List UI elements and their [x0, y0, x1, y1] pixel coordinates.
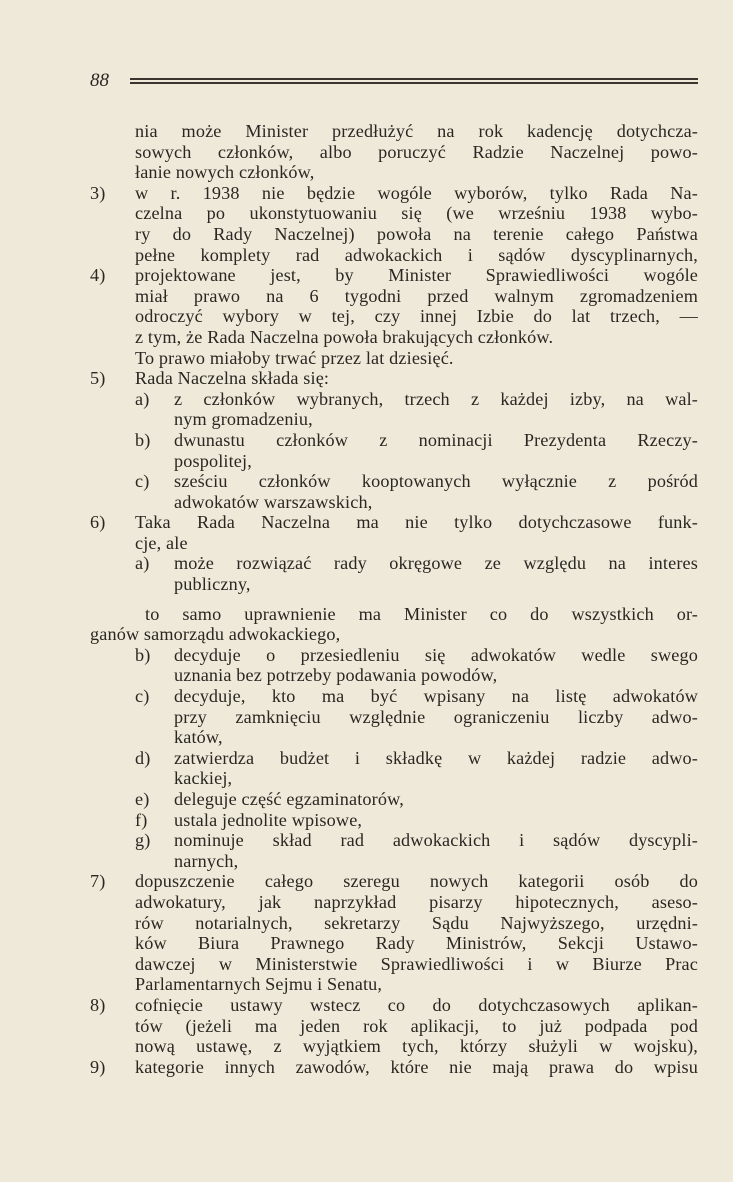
text-line — [90, 512, 698, 533]
line-text: adwokatury, jak naprzykład pisarzy hipotecznych, aseso- — [135, 891, 698, 912]
line-text: decyduje o przesiedleniu się adwokatów wedle swego — [174, 644, 698, 665]
body-text — [90, 121, 698, 1077]
item-marker: 6) — [90, 512, 106, 533]
item-marker: b) — [135, 644, 151, 665]
item-marker: a) — [135, 553, 150, 574]
line-text: pełne komplety rad adwokackich i sądów dyscyplinarnych, — [135, 244, 698, 265]
text-line — [90, 604, 698, 625]
item-marker: 8) — [90, 994, 106, 1015]
line-text: dwunastu członków z nominacji Prezydenta Rzeczy- — [174, 429, 698, 450]
line-text: cje, ale — [135, 532, 188, 553]
page-header — [90, 70, 698, 94]
line-text: ry do Rady Naczelnej) powoła na terenie całego Państwa — [135, 223, 698, 244]
text-line — [90, 645, 698, 666]
text-line — [90, 830, 698, 851]
line-text: To prawo miałoby trwać przez lat dziesięć. — [135, 347, 454, 368]
text-line — [90, 471, 698, 492]
text-line — [90, 665, 698, 686]
line-text: nową ustawę, z wyjątkiem tych, którzy służyli w wojsku), — [135, 1036, 698, 1057]
text-line — [90, 142, 698, 163]
line-text: adwokatów warszawskich, — [174, 491, 373, 512]
line-text: Rada Naczelna składa się: — [135, 368, 330, 389]
text-line — [90, 533, 698, 554]
line-text: ustala jednolite wpisowe, — [174, 809, 363, 830]
text-line — [90, 121, 698, 142]
line-text: czelna po ukonstytuowaniu się (we wrześniu 1938 wybo- — [135, 203, 698, 224]
text-line — [90, 389, 698, 410]
text-line — [90, 748, 698, 769]
line-text: nym gromadzeniu, — [174, 409, 313, 430]
text-line — [90, 203, 698, 224]
line-text: odroczyć wybory w tej, czy innej Izbie do lat trzech, — — [135, 306, 698, 327]
line-text: publiczny, — [174, 574, 251, 595]
text-line — [90, 265, 698, 286]
line-text: narnych, — [174, 850, 239, 871]
text-line — [90, 954, 698, 975]
item-marker: 4) — [90, 265, 106, 286]
text-line — [90, 162, 698, 183]
line-text: tów (jeżeli ma jeden rok aplikacji, to już podpada pod — [135, 1015, 698, 1036]
item-marker: g) — [135, 830, 151, 851]
line-text: cofnięcie ustawy wstecz co do dotychczasowych aplikan- — [135, 994, 698, 1015]
paragraph-gap — [90, 595, 698, 604]
line-text: projektowane jest, by Minister Sprawiedliwości wogóle — [135, 265, 698, 286]
line-text: ków Biura Prawnego Rady Ministrów, Sekcji Ustawo- — [135, 933, 698, 954]
header-double-rule — [130, 78, 698, 84]
text-line — [90, 851, 698, 872]
line-text: sześciu członków kooptowanych wyłącznie z pośród — [174, 471, 698, 492]
line-text: Taka Rada Naczelna ma nie tylko dotychczasowe funk- — [135, 512, 698, 533]
text-line — [90, 368, 698, 389]
text-line — [90, 224, 698, 245]
text-line — [90, 933, 698, 954]
item-marker: 3) — [90, 182, 106, 203]
item-marker: b) — [135, 429, 151, 450]
line-text: z tym, że Rada Naczelna powoła brakujących członków. — [135, 326, 554, 347]
line-text: miał prawo na 6 tygodni przed walnym zgromadzeniem — [135, 285, 698, 306]
item-marker: c) — [135, 471, 150, 492]
line-text: sowych członków, albo poruczyć Radzie Naczelnej powo- — [135, 141, 698, 162]
text-line — [90, 409, 698, 430]
text-line — [90, 1036, 698, 1057]
page-number: 88 — [90, 70, 109, 91]
line-text: Parlamentarnych Sejmu i Senatu, — [135, 974, 383, 995]
text-line — [90, 995, 698, 1016]
text-line — [90, 286, 698, 307]
text-line — [90, 183, 698, 204]
text-line — [90, 892, 698, 913]
line-text: łanie nowych członków, — [135, 162, 315, 183]
line-text: kategorie innych zawodów, które nie mają prawa do wpisu — [135, 1056, 698, 1077]
item-marker: a) — [135, 388, 150, 409]
text-line — [90, 451, 698, 472]
text-line — [90, 727, 698, 748]
text-line — [90, 686, 698, 707]
line-text: w r. 1938 nie będzie wogóle wyborów, tylko Rada Na- — [135, 182, 698, 203]
text-line — [90, 1057, 698, 1078]
item-marker: 7) — [90, 871, 106, 892]
text-line — [90, 871, 698, 892]
line-text: dawczej w Ministerstwie Sprawiedliwości i w Biurze Prac — [135, 953, 698, 974]
text-line — [90, 430, 698, 451]
item-marker: d) — [135, 747, 151, 768]
line-text: uznania bez potrzeby podawania powodów, — [174, 665, 498, 686]
text-line — [90, 306, 698, 327]
item-marker: 5) — [90, 368, 106, 389]
text-line — [90, 245, 698, 266]
line-text: to samo uprawnienie ma Minister co do wszystkich or- — [145, 603, 698, 624]
line-text: z członków wybranych, trzech z każdej izby, na wal- — [174, 388, 698, 409]
line-text: pospolitej, — [174, 450, 252, 471]
line-text: deleguje część egzaminatorów, — [174, 789, 404, 809]
item-marker: f) — [135, 809, 148, 830]
item-marker: 9) — [90, 1056, 106, 1077]
text-line — [90, 327, 698, 348]
line-text: może rozwiązać rady okręgowe ze względu na interes — [174, 553, 698, 574]
line-text: przy zamknięciu względnie ograniczeniu liczby adwo- — [174, 706, 698, 727]
text-line — [90, 974, 698, 995]
text-line — [90, 768, 698, 789]
text-line — [90, 789, 698, 810]
text-line — [90, 707, 698, 728]
line-text: kackiej, — [174, 768, 233, 789]
text-line — [90, 624, 698, 645]
text-line — [90, 553, 698, 574]
line-text: rów notarialnych, sekretarzy Sądu Najwyższego, urzędni- — [135, 912, 698, 933]
line-text: nominuje skład rad adwokackich i sądów dyscypli- — [174, 830, 698, 851]
line-text: zatwierdza budżet i składkę w każdej radzie adwo- — [174, 747, 698, 768]
line-text: dopuszczenie całego szeregu nowych kategorii osób do — [135, 871, 698, 892]
text-line — [90, 1016, 698, 1037]
item-marker: e) — [135, 789, 150, 809]
line-text: ganów samorządu adwokackiego, — [90, 624, 341, 645]
line-text: nia może Minister przedłużyć na rok kadencję dotychcza- — [135, 121, 698, 141]
text-line — [90, 810, 698, 831]
text-line — [90, 913, 698, 934]
line-text: decyduje, kto ma być wpisany na listę adwokatów — [174, 686, 698, 707]
text-line — [90, 492, 698, 513]
text-line — [90, 574, 698, 595]
item-marker: c) — [135, 686, 150, 707]
line-text: katów, — [174, 727, 223, 748]
text-line — [90, 348, 698, 369]
